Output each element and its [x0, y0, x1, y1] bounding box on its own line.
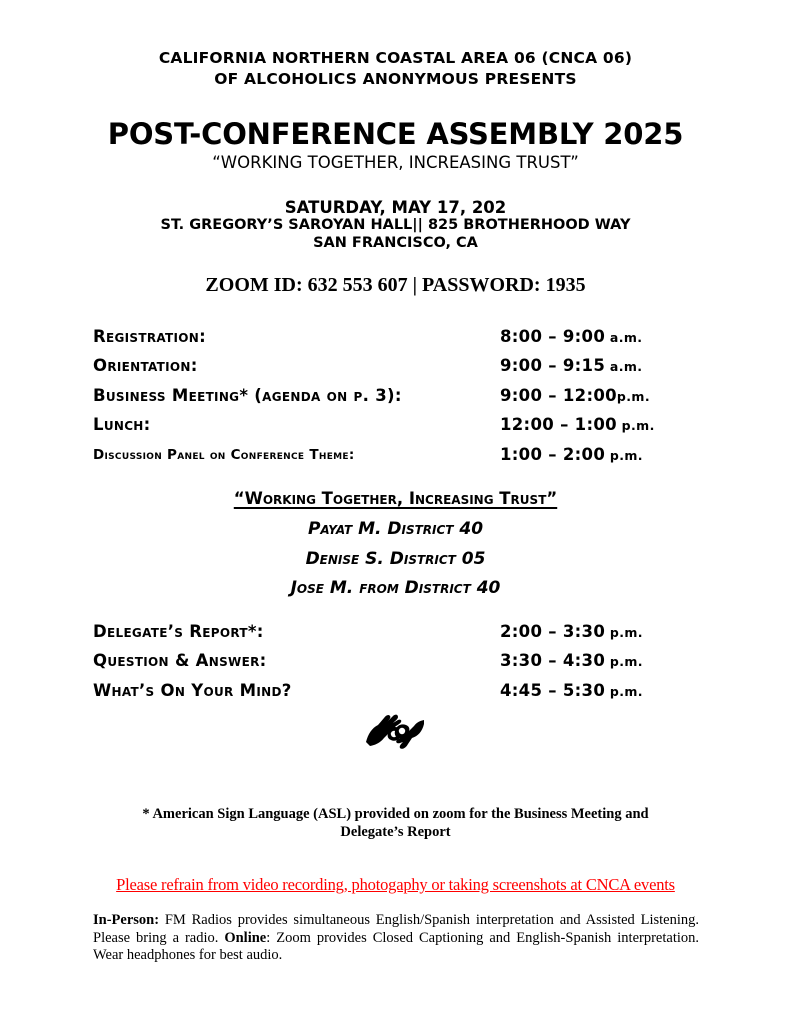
schedule-time: 1:00 – 2:00 p.m. [500, 445, 643, 464]
event-title: POST-CONFERENCE ASSEMBLY 2025 [107, 117, 684, 151]
schedule-time: 8:00 – 9:00 a.m. [500, 327, 643, 346]
schedule-row [0, 622, 791, 648]
schedule-label: Lunch: [93, 415, 151, 434]
schedule-label: Delegate’s Report*: [93, 622, 264, 641]
schedule-row [0, 386, 791, 412]
accessibility-info [93, 912, 699, 965]
schedule-row [0, 415, 791, 441]
schedule-time: 9:00 – 12:00p.m. [500, 386, 650, 405]
event-theme: “WORKING TOGETHER, INCREASING TRUST” [212, 153, 579, 172]
event-date: SATURDAY, MAY 17, 202 [284, 198, 507, 217]
event-venue: ST. GREGORY’S SAROYAN HALL|| 825 BROTHERHOOD WAY [160, 217, 631, 233]
asl-note-line-1: * American Sign Language (ASL) provided on zoom for the Business Meeting and [142, 806, 649, 822]
schedule-label: Registration: [93, 327, 207, 346]
event-city: SAN FRANCISCO, CA [313, 235, 478, 251]
panelist: Payat M. District 40 [307, 519, 484, 539]
panelist: Jose M. from District 40 [290, 578, 501, 598]
zoom-credentials: ZOOM ID: 632 553 607 | PASSWORD: 1935 [205, 274, 586, 296]
online-text: : Zoom provides Closed Captioning and English-Spanish interpretation. Wear headphones for best audio. [93, 929, 699, 963]
schedule-row [0, 651, 791, 677]
schedule-time: 9:00 – 9:15 a.m. [500, 356, 643, 375]
schedule-time: 3:30 – 4:30 p.m. [500, 651, 643, 670]
recording-warning: Please refrain from video recording, photogaphy or taking screenshots at CNCA events [116, 875, 675, 894]
schedule-time: 2:00 – 3:30 p.m. [500, 622, 643, 641]
presenter-line-2: OF ALCOHOLICS ANONYMOUS PRESENTS [214, 70, 577, 88]
schedule-label: Question & Answer: [93, 651, 267, 670]
presenter-heading [0, 48, 791, 90]
schedule-label: Business Meeting* (agenda on p. 3): [93, 386, 402, 405]
schedule-row [0, 356, 791, 382]
schedule-row [0, 327, 791, 353]
schedule-row [0, 681, 791, 707]
asl-note-line-2: Delegate’s Report [340, 824, 451, 840]
in-person-label: In-Person: [93, 912, 160, 928]
schedule-time: 12:00 – 1:00 p.m. [500, 415, 655, 434]
online-label: Online [224, 929, 267, 946]
panelist: Denise S. District 05 [305, 549, 486, 569]
panel-title: “Working Together, Increasing Trust” [233, 489, 558, 508]
schedule-label: Discussion Panel on Conference Theme: [93, 447, 355, 463]
schedule-time: 4:45 – 5:30 p.m. [500, 681, 643, 700]
schedule-row [0, 445, 791, 471]
schedule-label: Orientation: [93, 356, 198, 375]
in-person-text: FM Radios provides simultaneous English/Spanish interpretation and Assisted Listening. Please bring a radio. [93, 912, 699, 946]
sign-language-icon [364, 708, 426, 754]
presenter-line-1: CALIFORNIA NORTHERN COASTAL AREA 06 (CNCA 06) [158, 49, 633, 67]
schedule-label: What’s On Your Mind? [93, 681, 292, 700]
